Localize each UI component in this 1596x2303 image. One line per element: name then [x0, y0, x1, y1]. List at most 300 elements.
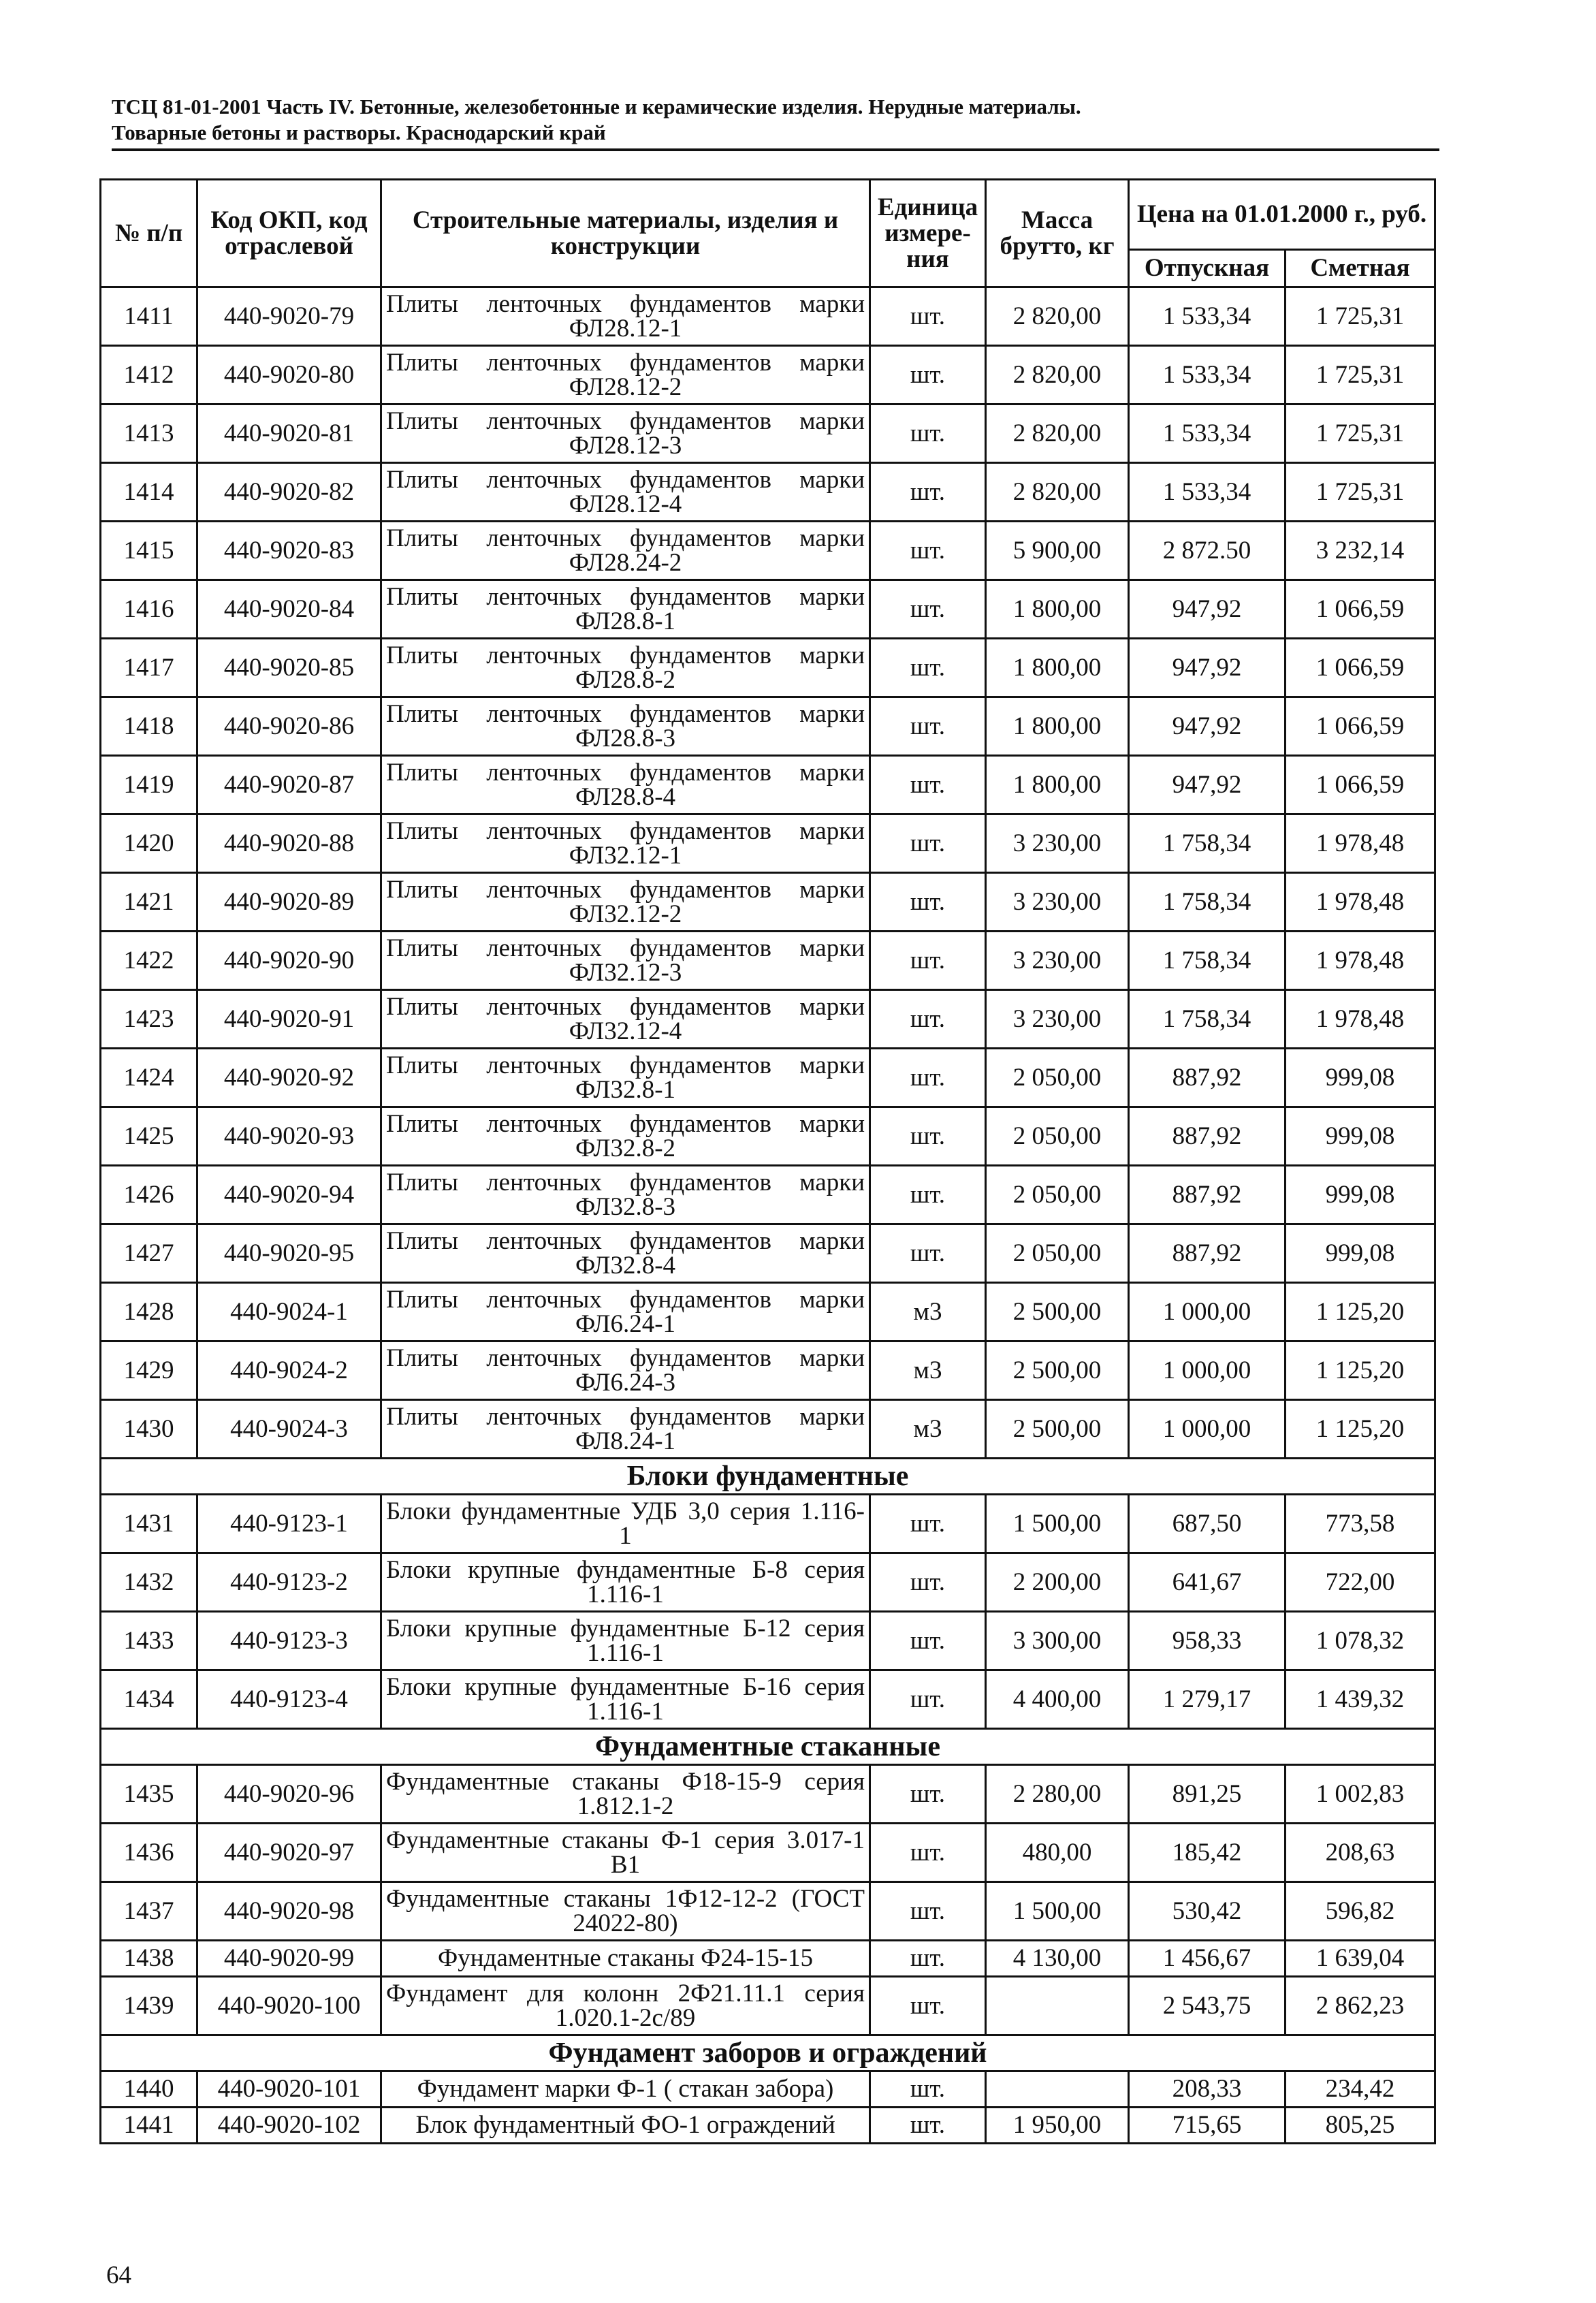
item-name-line-2: ФЛ32.12-2 — [569, 900, 682, 928]
item-name-line-1: Плиты ленточных фундаментов марки — [386, 1226, 865, 1255]
cell-name — [381, 522, 870, 580]
section-row-blocks — [101, 1459, 1435, 1495]
cell-mass: 1 500,00 — [986, 1495, 1129, 1553]
cell-mass: 2 280,00 — [986, 1765, 1129, 1824]
cell-mass — [986, 2071, 1129, 2108]
cell-mass: 2 050,00 — [986, 1107, 1129, 1166]
col-header-unit: Единица измере-ния — [870, 180, 986, 287]
cell-estimate: 1 002,83 — [1286, 1765, 1435, 1824]
cell-code: 440-9024-1 — [197, 1283, 381, 1341]
item-name-line-2: ФЛ28.12-1 — [569, 314, 682, 343]
cell-code: 440-9020-98 — [197, 1882, 381, 1941]
cell-release: 1 758,34 — [1129, 814, 1286, 873]
item-name-line-2: ФЛ28.12-2 — [569, 372, 682, 401]
cell-release: 1 279,17 — [1129, 1670, 1286, 1729]
cell-unit: шт. — [870, 873, 986, 932]
cell-num: 1434 — [101, 1670, 197, 1729]
item-name-line-1: Плиты ленточных фундаментов марки — [386, 1168, 865, 1196]
cell-name — [381, 1941, 870, 1977]
cell-name — [381, 287, 870, 346]
cell-unit: шт. — [870, 1166, 986, 1224]
price-table-body — [101, 287, 1435, 2144]
table-row — [101, 1495, 1435, 1553]
cell-unit: шт. — [870, 932, 986, 990]
header-line-1: ТСЦ 81-01-2001 Часть IV. Бетонные, железобетонные и керамические изделия. Нерудные материалы. — [112, 95, 1081, 118]
cell-unit: шт. — [870, 1824, 986, 1882]
cell-estimate: 1 978,48 — [1286, 814, 1435, 873]
cell-mass: 1 500,00 — [986, 1882, 1129, 1941]
cell-release: 185,42 — [1129, 1824, 1286, 1882]
item-name-line-1: Плиты ленточных фундаментов марки — [386, 758, 865, 787]
cell-code: 440-9020-96 — [197, 1765, 381, 1824]
table-row — [101, 463, 1435, 522]
cell-release: 887,92 — [1129, 1107, 1286, 1166]
section-title: Фундаментные стаканные — [101, 1729, 1435, 1765]
cell-unit: шт. — [870, 1612, 986, 1670]
item-name-line-1: Плиты ленточных фундаментов марки — [386, 465, 865, 494]
cell-num: 1426 — [101, 1166, 197, 1224]
item-name-line-2: ФЛ32.12-1 — [569, 841, 682, 870]
cell-release: 1 000,00 — [1129, 1341, 1286, 1400]
cell-estimate: 1 125,20 — [1286, 1341, 1435, 1400]
item-name-line-1: Блоки крупные фундаментные Б-12 серия — [386, 1614, 865, 1642]
cell-num: 1424 — [101, 1049, 197, 1107]
cell-release: 530,42 — [1129, 1882, 1286, 1941]
cell-estimate: 999,08 — [1286, 1224, 1435, 1283]
cell-num: 1433 — [101, 1612, 197, 1670]
col-header-mass: Масса брутто, кг — [986, 180, 1129, 287]
cell-unit: шт. — [870, 2071, 986, 2108]
table-row — [101, 1553, 1435, 1612]
cell-name — [381, 990, 870, 1049]
cell-unit: шт. — [870, 346, 986, 404]
cell-mass: 2 820,00 — [986, 463, 1129, 522]
cell-unit: шт. — [870, 463, 986, 522]
cell-unit: шт. — [870, 1882, 986, 1941]
cell-num: 1438 — [101, 1941, 197, 1977]
cell-mass: 3 300,00 — [986, 1612, 1129, 1670]
item-name-line-2: 1 — [619, 1521, 632, 1550]
cell-name — [381, 873, 870, 932]
cell-code: 440-9020-93 — [197, 1107, 381, 1166]
cell-code: 440-9020-88 — [197, 814, 381, 873]
cell-code: 440-9020-86 — [197, 697, 381, 756]
table-row — [101, 1224, 1435, 1283]
cell-estimate: 773,58 — [1286, 1495, 1435, 1553]
cell-mass: 4 400,00 — [986, 1670, 1129, 1729]
cell-name — [381, 1166, 870, 1224]
col-header-price-group: Цена на 01.01.2000 г., руб. — [1129, 180, 1435, 250]
cell-num: 1414 — [101, 463, 197, 522]
cell-name — [381, 346, 870, 404]
price-table — [99, 178, 1436, 2144]
cell-mass: 3 230,00 — [986, 873, 1129, 932]
cell-estimate: 234,42 — [1286, 2071, 1435, 2108]
cell-release: 1 000,00 — [1129, 1400, 1286, 1459]
cell-unit: шт. — [870, 1670, 986, 1729]
cell-release: 1 533,34 — [1129, 287, 1286, 346]
cell-estimate: 1 125,20 — [1286, 1400, 1435, 1459]
table-row — [101, 756, 1435, 814]
header-line-2: Товарные бетоны и растворы. Краснодарский край — [112, 121, 606, 144]
cell-name — [381, 697, 870, 756]
cell-mass: 1 800,00 — [986, 697, 1129, 756]
cell-estimate: 1 066,59 — [1286, 697, 1435, 756]
table-row — [101, 2108, 1435, 2144]
cell-unit: шт. — [870, 1765, 986, 1824]
cell-mass: 1 800,00 — [986, 639, 1129, 697]
cell-unit: шт. — [870, 2108, 986, 2144]
cell-release: 1 000,00 — [1129, 1283, 1286, 1341]
cell-unit: шт. — [870, 1941, 986, 1977]
cell-name — [381, 2108, 870, 2144]
item-name-line-1: Плиты ленточных фундаментов марки — [386, 524, 865, 552]
item-name-line-2: ФЛ32.12-4 — [569, 1017, 682, 1045]
item-name-line-1: Плиты ленточных фундаментов марки — [386, 699, 865, 728]
cell-name — [381, 1765, 870, 1824]
cell-mass — [986, 1977, 1129, 2035]
cell-name — [381, 1553, 870, 1612]
item-name-line-1: Плиты ленточных фундаментов марки — [386, 1402, 865, 1431]
cell-unit: шт. — [870, 1977, 986, 2035]
cell-mass: 2 500,00 — [986, 1341, 1129, 1400]
cell-estimate: 3 232,14 — [1286, 522, 1435, 580]
cell-num: 1419 — [101, 756, 197, 814]
cell-mass: 2 820,00 — [986, 346, 1129, 404]
item-name-line-1: Фундаментные стаканы Ф24-15-15 — [437, 1944, 813, 1972]
cell-estimate: 1 725,31 — [1286, 346, 1435, 404]
item-name-line-2: 1.116-1 — [587, 1697, 664, 1726]
cell-code: 440-9020-81 — [197, 404, 381, 463]
cell-num: 1415 — [101, 522, 197, 580]
item-name-line-2: ФЛ6.24-1 — [575, 1309, 676, 1338]
cell-num: 1436 — [101, 1824, 197, 1882]
cell-name — [381, 1977, 870, 2035]
cell-release: 958,33 — [1129, 1612, 1286, 1670]
cell-num: 1439 — [101, 1977, 197, 2035]
item-name-line-1: Плиты ленточных фундаментов марки — [386, 289, 865, 318]
table-row — [101, 1882, 1435, 1941]
cell-num: 1440 — [101, 2071, 197, 2108]
cell-code: 440-9020-95 — [197, 1224, 381, 1283]
cell-estimate: 805,25 — [1286, 2108, 1435, 2144]
cell-num: 1430 — [101, 1400, 197, 1459]
cell-code: 440-9020-83 — [197, 522, 381, 580]
item-name-line-1: Фундаментные стаканы Ф18-15-9 серия — [386, 1767, 865, 1796]
cell-num: 1413 — [101, 404, 197, 463]
cell-unit: шт. — [870, 756, 986, 814]
table-row — [101, 1107, 1435, 1166]
cell-mass: 4 130,00 — [986, 1941, 1129, 1977]
item-name-line-1: Плиты ленточных фундаментов марки — [386, 816, 865, 845]
item-name-line-1: Плиты ленточных фундаментов марки — [386, 992, 865, 1021]
cell-mass: 2 050,00 — [986, 1224, 1129, 1283]
item-name-line-2: ФЛ32.8-1 — [575, 1075, 676, 1104]
cell-release: 947,92 — [1129, 756, 1286, 814]
cell-release: 208,33 — [1129, 2071, 1286, 2108]
cell-unit: шт. — [870, 814, 986, 873]
item-name-line-2: 1.116-1 — [587, 1638, 664, 1667]
cell-name — [381, 1824, 870, 1882]
item-name-line-1: Блок фундаментный ФО-1 ограждений — [415, 2111, 835, 2139]
cell-unit: шт. — [870, 1553, 986, 1612]
item-name-line-2: 1.812.1-2 — [577, 1792, 674, 1820]
item-name-line-2: 1.020.1-2с/89 — [555, 2003, 696, 2032]
cell-num: 1435 — [101, 1765, 197, 1824]
cell-code: 440-9020-87 — [197, 756, 381, 814]
cell-num: 1429 — [101, 1341, 197, 1400]
cell-estimate: 1 725,31 — [1286, 404, 1435, 463]
cell-release: 687,50 — [1129, 1495, 1286, 1553]
cell-code: 440-9024-3 — [197, 1400, 381, 1459]
cell-num: 1422 — [101, 932, 197, 990]
col-header-estimate: Сметная — [1286, 250, 1435, 287]
cell-name — [381, 463, 870, 522]
item-name-line-1: Плиты ленточных фундаментов марки — [386, 348, 865, 377]
cell-estimate: 999,08 — [1286, 1049, 1435, 1107]
item-name-line-1: Плиты ленточных фундаментов марки — [386, 934, 865, 962]
item-name-line-1: Фундаментные стаканы Ф-1 серия 3.017-1 — [386, 1826, 865, 1854]
table-row — [101, 1941, 1435, 1977]
cell-num: 1428 — [101, 1283, 197, 1341]
cell-num: 1421 — [101, 873, 197, 932]
cell-code: 440-9024-2 — [197, 1341, 381, 1400]
table-row — [101, 814, 1435, 873]
cell-name — [381, 1224, 870, 1283]
cell-code: 440-9020-89 — [197, 873, 381, 932]
cell-unit: шт. — [870, 697, 986, 756]
cell-num: 1423 — [101, 990, 197, 1049]
cell-num: 1425 — [101, 1107, 197, 1166]
cell-code: 440-9020-102 — [197, 2108, 381, 2144]
cell-unit: шт. — [870, 404, 986, 463]
cell-estimate: 1 066,59 — [1286, 756, 1435, 814]
col-header-code: Код ОКП, код отраслевой — [197, 180, 381, 287]
col-header-release: Отпускная — [1129, 250, 1286, 287]
cell-code: 440-9123-3 — [197, 1612, 381, 1670]
table-row — [101, 990, 1435, 1049]
cell-estimate: 1 978,48 — [1286, 873, 1435, 932]
cell-unit: шт. — [870, 639, 986, 697]
cell-release: 887,92 — [1129, 1224, 1286, 1283]
cell-code: 440-9020-94 — [197, 1166, 381, 1224]
item-name-line-2: ФЛ32.8-3 — [575, 1192, 676, 1221]
cell-release: 1 758,34 — [1129, 932, 1286, 990]
cell-release: 891,25 — [1129, 1765, 1286, 1824]
cell-unit: шт. — [870, 990, 986, 1049]
cell-code: 440-9020-100 — [197, 1977, 381, 2035]
item-name-line-2: ФЛ28.8-1 — [575, 607, 676, 635]
cell-name — [381, 932, 870, 990]
item-name-line-1: Плиты ленточных фундаментов марки — [386, 1344, 865, 1372]
cell-code: 440-9020-85 — [197, 639, 381, 697]
item-name-line-1: Фундамент для колонн 2Ф21.11.1 серия — [386, 1979, 865, 2007]
cell-code: 440-9020-82 — [197, 463, 381, 522]
table-row — [101, 1765, 1435, 1824]
cell-code: 440-9020-79 — [197, 287, 381, 346]
cell-release: 641,67 — [1129, 1553, 1286, 1612]
table-row — [101, 1049, 1435, 1107]
table-row — [101, 580, 1435, 639]
table-row — [101, 287, 1435, 346]
cell-unit: шт. — [870, 1049, 986, 1107]
cell-name — [381, 1495, 870, 1553]
item-name-line-1: Блоки крупные фундаментные Б-16 серия — [386, 1672, 865, 1701]
cell-code: 440-9123-2 — [197, 1553, 381, 1612]
cell-unit: шт. — [870, 522, 986, 580]
item-name-line-1: Плиты ленточных фундаментов марки — [386, 875, 865, 904]
cell-name — [381, 756, 870, 814]
cell-mass: 2 050,00 — [986, 1049, 1129, 1107]
item-name-line-1: Плиты ленточных фундаментов марки — [386, 1285, 865, 1314]
cell-mass: 2 820,00 — [986, 287, 1129, 346]
section-title: Блоки фундаментные — [101, 1459, 1435, 1495]
item-name-line-2: ФЛ8.24-1 — [575, 1427, 676, 1455]
cell-release: 1 533,34 — [1129, 463, 1286, 522]
cell-name — [381, 814, 870, 873]
cell-unit: м3 — [870, 1283, 986, 1341]
section-row-fences — [101, 2035, 1435, 2071]
cell-mass: 5 900,00 — [986, 522, 1129, 580]
item-name-line-1: Плиты ленточных фундаментов марки — [386, 407, 865, 435]
cell-estimate: 596,82 — [1286, 1882, 1435, 1941]
item-name-line-1: Блоки фундаментные УДБ 3,0 серия 1.116- — [386, 1497, 865, 1525]
cell-mass: 3 230,00 — [986, 932, 1129, 990]
item-name-line-1: Фундаментные стаканы 1Ф12-12-2 (ГОСТ — [386, 1884, 865, 1913]
cell-estimate: 1 725,31 — [1286, 287, 1435, 346]
table-row — [101, 522, 1435, 580]
cell-estimate: 999,08 — [1286, 1107, 1435, 1166]
cell-estimate: 1 978,48 — [1286, 990, 1435, 1049]
cell-release: 1 533,34 — [1129, 404, 1286, 463]
cell-release: 2 543,75 — [1129, 1977, 1286, 2035]
cell-name — [381, 2071, 870, 2108]
cell-name — [381, 1400, 870, 1459]
cell-estimate: 1 078,32 — [1286, 1612, 1435, 1670]
cell-estimate: 1 978,48 — [1286, 932, 1435, 990]
cell-code: 440-9020-97 — [197, 1824, 381, 1882]
cell-estimate: 1 439,32 — [1286, 1670, 1435, 1729]
cell-code: 440-9020-101 — [197, 2071, 381, 2108]
cell-release: 947,92 — [1129, 697, 1286, 756]
cell-num: 1418 — [101, 697, 197, 756]
cell-estimate: 1 066,59 — [1286, 639, 1435, 697]
cell-num: 1411 — [101, 287, 197, 346]
cell-code: 440-9020-90 — [197, 932, 381, 990]
cell-code: 440-9020-99 — [197, 1941, 381, 1977]
cell-release: 947,92 — [1129, 639, 1286, 697]
item-name-line-1: Фундамент марки Ф-1 ( стакан забора) — [417, 2075, 834, 2103]
table-row — [101, 1977, 1435, 2035]
cell-code: 440-9020-91 — [197, 990, 381, 1049]
item-name-line-2: ФЛ28.12-3 — [569, 431, 682, 460]
cell-release: 947,92 — [1129, 580, 1286, 639]
col-header-num: № п/п — [101, 180, 197, 287]
cell-name — [381, 404, 870, 463]
table-row — [101, 2071, 1435, 2108]
item-name-line-2: 24022-80) — [573, 1909, 678, 1937]
cell-unit: шт. — [870, 287, 986, 346]
section-title: Фундамент заборов и ограждений — [101, 2035, 1435, 2071]
cell-name — [381, 1882, 870, 1941]
item-name-line-2: В1 — [610, 1850, 641, 1879]
cell-estimate: 2 862,23 — [1286, 1977, 1435, 2035]
cell-estimate: 1 725,31 — [1286, 463, 1435, 522]
cell-mass: 2 200,00 — [986, 1553, 1129, 1612]
table-row — [101, 932, 1435, 990]
cell-mass: 3 230,00 — [986, 814, 1129, 873]
cell-mass: 1 950,00 — [986, 2108, 1129, 2144]
table-row — [101, 1670, 1435, 1729]
cell-unit: м3 — [870, 1341, 986, 1400]
item-name-line-2: ФЛ28.8-4 — [575, 782, 676, 811]
cell-release: 1 758,34 — [1129, 990, 1286, 1049]
cell-name — [381, 580, 870, 639]
cell-release: 715,65 — [1129, 2108, 1286, 2144]
table-row — [101, 1341, 1435, 1400]
cell-unit: шт. — [870, 1495, 986, 1553]
cell-release: 1 456,67 — [1129, 1941, 1286, 1977]
cell-mass: 2 820,00 — [986, 404, 1129, 463]
item-name-line-2: ФЛ6.24-3 — [575, 1368, 676, 1397]
cell-code: 440-9020-84 — [197, 580, 381, 639]
item-name-line-2: ФЛ32.8-2 — [575, 1134, 676, 1162]
cell-unit: шт. — [870, 580, 986, 639]
cell-num: 1420 — [101, 814, 197, 873]
cell-release: 1 533,34 — [1129, 346, 1286, 404]
table-row — [101, 697, 1435, 756]
cell-estimate: 722,00 — [1286, 1553, 1435, 1612]
item-name-line-1: Блоки крупные фундаментные Б-8 серия — [386, 1555, 865, 1584]
table-row — [101, 1824, 1435, 1882]
cell-estimate: 1 066,59 — [1286, 580, 1435, 639]
cell-code: 440-9020-80 — [197, 346, 381, 404]
item-name-line-1: Плиты ленточных фундаментов марки — [386, 641, 865, 669]
cell-code: 440-9123-1 — [197, 1495, 381, 1553]
cell-code: 440-9123-4 — [197, 1670, 381, 1729]
table-row — [101, 873, 1435, 932]
cell-num: 1441 — [101, 2108, 197, 2144]
table-row — [101, 1612, 1435, 1670]
cell-release: 1 758,34 — [1129, 873, 1286, 932]
cell-unit: шт. — [870, 1107, 986, 1166]
page-number: 64 — [106, 2261, 131, 2289]
cell-mass: 480,00 — [986, 1824, 1129, 1882]
table-row — [101, 346, 1435, 404]
cell-mass: 3 230,00 — [986, 990, 1129, 1049]
col-header-name: Строительные материалы, изделия и конструкции — [381, 180, 870, 287]
cell-release: 887,92 — [1129, 1049, 1286, 1107]
cell-name — [381, 1670, 870, 1729]
cell-name — [381, 1049, 870, 1107]
item-name-line-2: 1.116-1 — [587, 1580, 664, 1608]
cell-num: 1412 — [101, 346, 197, 404]
item-name-line-2: ФЛ28.12-4 — [569, 490, 682, 518]
cell-num: 1417 — [101, 639, 197, 697]
table-row — [101, 404, 1435, 463]
cell-unit: м3 — [870, 1400, 986, 1459]
cell-release: 2 872.50 — [1129, 522, 1286, 580]
cell-name — [381, 639, 870, 697]
cell-estimate: 999,08 — [1286, 1166, 1435, 1224]
item-name-line-1: Плиты ленточных фундаментов марки — [386, 582, 865, 611]
cell-estimate: 208,63 — [1286, 1824, 1435, 1882]
cell-mass: 1 800,00 — [986, 756, 1129, 814]
item-name-line-2: ФЛ28.8-2 — [575, 665, 676, 694]
cell-name — [381, 1283, 870, 1341]
cell-mass: 2 050,00 — [986, 1166, 1129, 1224]
cell-code: 440-9020-92 — [197, 1049, 381, 1107]
